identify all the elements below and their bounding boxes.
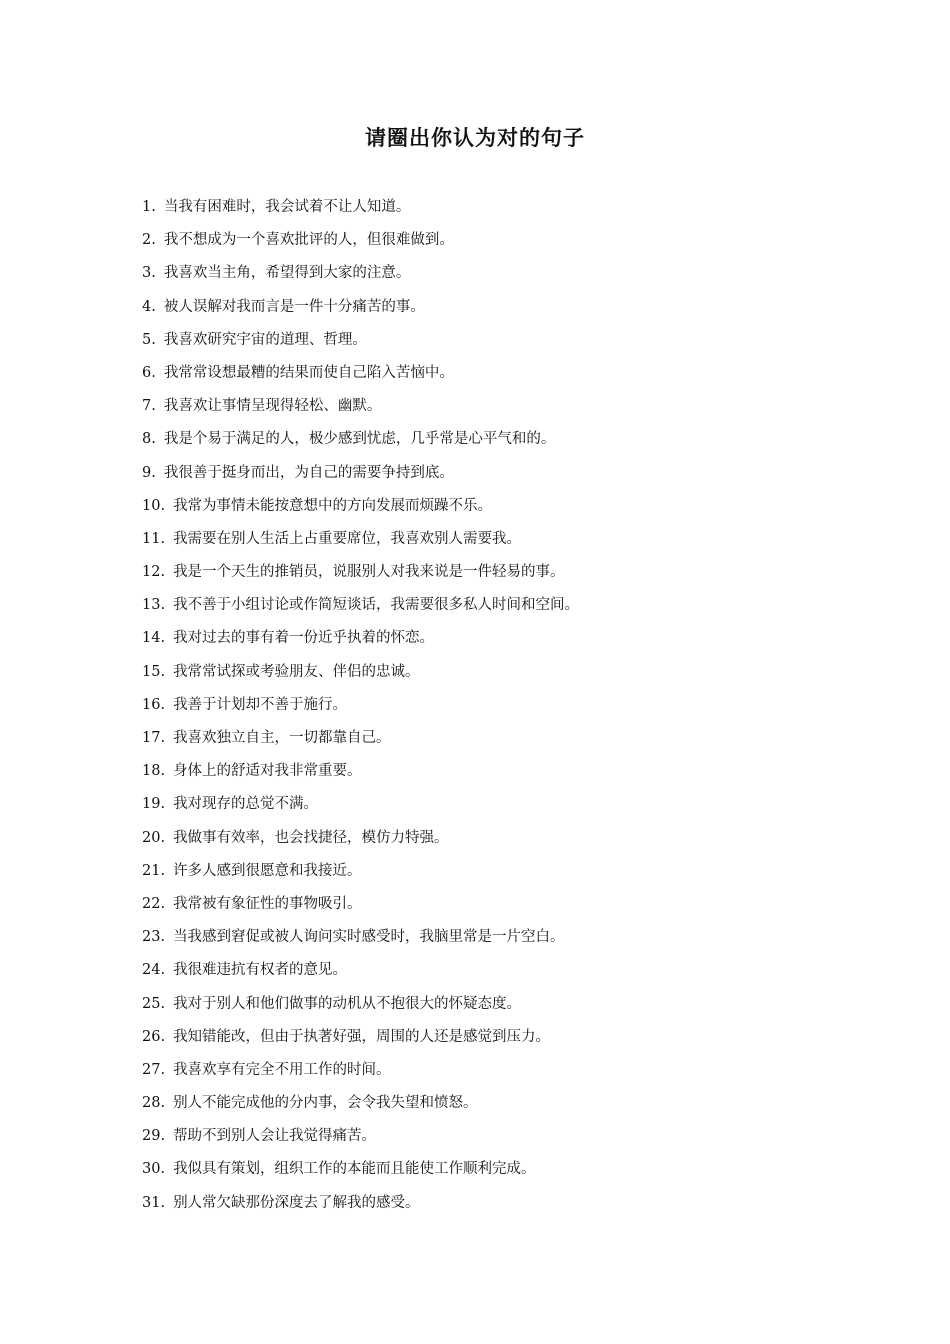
statement-number: 17. <box>142 730 166 746</box>
statement-number: 29. <box>142 1128 166 1145</box>
statement-item[interactable] <box>142 858 862 891</box>
statement-item[interactable] <box>142 1057 862 1090</box>
statement-text: 我做事有效率，也会找捷径，模仿力特强。 <box>173 829 449 846</box>
statement-text: 帮助不到别人会让我觉得痛苦。 <box>173 1128 377 1145</box>
statement-item[interactable] <box>142 227 862 260</box>
statement-number: 21. <box>142 862 166 879</box>
statement-number: 31. <box>142 1194 166 1211</box>
statement-item[interactable] <box>142 758 862 791</box>
statement-number: 4. <box>142 298 156 315</box>
statement-text: 我常被有象征性的事物吸引。 <box>173 895 362 912</box>
statement-text: 当我有困难时，我会试着不让人知道。 <box>163 199 411 215</box>
statement-text: 我喜欢独立自主，一切都靠自己。 <box>173 730 391 746</box>
statement-number: 13. <box>142 597 166 614</box>
statement-item[interactable] <box>142 426 862 459</box>
statement-text: 我很善于挺身而出，为自己的需要争持到底。 <box>163 464 454 481</box>
statement-item[interactable] <box>142 625 862 658</box>
statement-number: 25. <box>142 995 166 1012</box>
statement-text: 我需要在别人生活上占重要席位，我喜欢别人需要我。 <box>173 530 522 547</box>
statement-number: 19. <box>142 796 166 813</box>
statement-number: 15. <box>142 663 166 680</box>
statement-number: 2. <box>142 232 156 249</box>
statement-item[interactable] <box>142 825 862 858</box>
statement-number: 18. <box>142 763 166 780</box>
page-title: 请圈出你认为对的句子 <box>365 125 585 150</box>
statement-number: 28. <box>142 1095 166 1112</box>
statement-text: 我常为事情未能按意想中的方向发展而烦躁不乐。 <box>173 497 493 514</box>
statement-item[interactable] <box>142 725 862 758</box>
statement-item[interactable] <box>142 526 862 559</box>
statement-text: 当我感到窘促或被人询问实时感受时，我脑里常是一片空白。 <box>173 929 565 946</box>
statement-item[interactable] <box>142 327 862 360</box>
statement-number: 27. <box>142 1061 166 1078</box>
statement-text: 我似具有策划，组织工作的本能而且能使工作顺利完成。 <box>173 1161 536 1178</box>
statement-item[interactable] <box>142 592 862 625</box>
statement-item[interactable] <box>142 194 862 227</box>
statement-text: 别人常欠缺那份深度去了解我的感受。 <box>173 1194 420 1211</box>
statement-item[interactable] <box>142 1123 862 1156</box>
statement-number: 6. <box>142 364 156 381</box>
statement-text: 我常常试探或考验朋友、伴侣的忠诚。 <box>173 663 420 680</box>
statement-number: 3. <box>142 265 156 282</box>
statement-number: 7. <box>142 398 156 415</box>
statement-text: 我喜欢当主角，希望得到大家的注意。 <box>163 265 411 282</box>
statement-item[interactable] <box>142 891 862 924</box>
statement-text: 我是个易于满足的人，极少感到忧虑，几乎常是心平气和的。 <box>163 431 556 448</box>
statement-text: 我不善于小组讨论或作简短谈话，我需要很多私人时间和空间。 <box>173 597 580 614</box>
statement-text: 许多人感到很愿意和我接近。 <box>173 862 362 879</box>
statement-text: 我喜欢研究宇宙的道理、哲理。 <box>163 331 367 348</box>
statement-text: 我喜欢享有完全不用工作的时间。 <box>173 1061 391 1078</box>
statement-item[interactable] <box>142 1024 862 1057</box>
statement-number: 5. <box>142 331 156 348</box>
statement-item[interactable] <box>142 1090 862 1123</box>
statement-text: 我对于别人和他们做事的动机从不抱很大的怀疑态度。 <box>173 995 522 1012</box>
statement-text: 我善于计划却不善于施行。 <box>173 696 348 713</box>
statement-text: 身体上的舒适对我非常重要。 <box>173 763 362 780</box>
statement-list <box>142 194 862 1223</box>
statement-number: 12. <box>142 564 166 581</box>
statement-number: 9. <box>142 464 156 481</box>
statement-number: 11. <box>142 530 166 547</box>
statement-text: 我是一个天生的推销员，说服别人对我来说是一件轻易的事。 <box>173 564 565 581</box>
statement-item[interactable] <box>142 393 862 426</box>
statement-text: 我对现存的总觉不满。 <box>173 796 319 813</box>
statement-item[interactable] <box>142 360 862 393</box>
statement-number: 20. <box>142 829 166 846</box>
statement-text: 别人不能完成他的分内事，会令我失望和愤怒。 <box>173 1095 478 1112</box>
statement-number: 14. <box>142 630 166 647</box>
statement-item[interactable] <box>142 1156 862 1189</box>
statement-item[interactable] <box>142 692 862 725</box>
statement-text: 被人误解对我而言是一件十分痛苦的事。 <box>163 298 425 315</box>
statement-number: 22. <box>142 895 166 912</box>
statement-number: 1. <box>142 199 156 215</box>
statement-text: 我知错能改，但由于执著好强，周围的人还是感觉到压力。 <box>173 1028 551 1045</box>
statement-number: 10. <box>142 497 166 514</box>
statement-text: 我不想成为一个喜欢批评的人，但很难做到。 <box>163 232 454 249</box>
statement-item[interactable] <box>142 924 862 957</box>
statement-text: 我很难违抗有权者的意见。 <box>173 962 348 979</box>
statement-item[interactable] <box>142 294 862 327</box>
statement-number: 16. <box>142 696 166 713</box>
statement-number: 26. <box>142 1028 166 1045</box>
statement-item[interactable] <box>142 460 862 493</box>
statement-number: 30. <box>142 1161 166 1178</box>
statement-number: 8. <box>142 431 156 448</box>
statement-number: 23. <box>142 929 166 946</box>
statement-number: 24. <box>142 962 166 979</box>
statement-item[interactable] <box>142 1190 862 1223</box>
statement-text: 我喜欢让事情呈现得轻松、幽默。 <box>163 398 382 415</box>
statement-text: 我对过去的事有着一份近乎执着的怀恋。 <box>173 630 435 647</box>
statement-item[interactable] <box>142 791 862 824</box>
statement-item[interactable] <box>142 957 862 990</box>
statement-text: 我常常设想最糟的结果而使自己陷入苦恼中。 <box>163 364 454 381</box>
statement-item[interactable] <box>142 659 862 692</box>
statement-item[interactable] <box>142 559 862 592</box>
statement-item[interactable] <box>142 991 862 1024</box>
statement-item[interactable] <box>142 260 862 293</box>
statement-item[interactable] <box>142 493 862 526</box>
